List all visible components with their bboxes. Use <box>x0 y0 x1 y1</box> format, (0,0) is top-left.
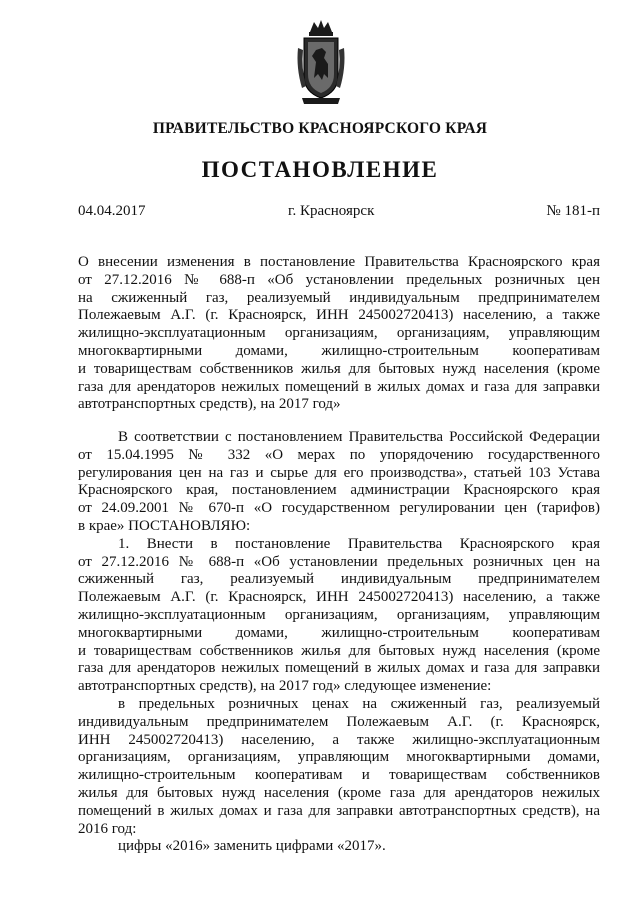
body-line: и товариществам собственников жилья для бытовых нужд населения (кроме <box>78 642 600 659</box>
body-line: 2016 год: <box>78 820 137 837</box>
body-line: регулирования цен на газ и сырье для его производства», статьей 103 Устава <box>78 464 600 481</box>
subject-line: О внесении изменения в постановление Правительства Красноярского края <box>78 254 600 270</box>
body-line: жилья для бытовых нужд населения (кроме газа для арендаторов нежилых <box>78 784 600 801</box>
organization-title: ПРАВИТЕЛЬСТВО КРАСНОЯРСКОГО КРАЯ <box>152 120 488 137</box>
subject-line: жилищно-эксплуатационным организациям, организациям, управляющим <box>78 325 600 342</box>
body-line: 1. Внести в постановление Правительства Красноярского края <box>118 535 600 552</box>
subject-line: многоквартирными домами, жилищно-строительным кооперативам <box>78 342 600 359</box>
document-meta-row <box>78 203 600 223</box>
body-line: автотранспортных средств), на 2017 год» следующее изменение: <box>78 678 492 695</box>
body-line: ИНН 245002720413) населению, а также жилищно-эксплуатационным <box>78 731 600 748</box>
subject-line: автотранспортных средств), на 2017 год» <box>78 396 341 413</box>
body-line: в предельных розничных ценах на сжиженный газ, реализуемый <box>118 695 600 712</box>
body-line: жилищно-строительным кооперативам и товариществам собственников <box>78 767 600 784</box>
body-line: многоквартирными домами, жилищно-строительным кооперативам <box>78 624 600 641</box>
document-city: г. Красноярск <box>288 203 375 219</box>
subject-line: газа для арендаторов нежилых помещений в жилых домах и газа для заправки <box>78 378 600 395</box>
body-line: от 15.04.1995 № 332 «О мерах по упорядочению государственного <box>78 446 600 463</box>
body-line: от 27.12.2016 № 688-п «Об установлении предельных розничных цен на <box>78 553 600 570</box>
body-line: цифры «2016» заменить цифрами «2017». <box>118 838 386 855</box>
subject-line: на сжиженный газ, реализуемый индивидуальным предпринимателем <box>78 289 600 306</box>
body-line: в крае» ПОСТАНОВЛЯЮ: <box>78 517 251 534</box>
body-line: Полежаевым А.Г. (г. Красноярск, ИНН 245002720413) населению, а также <box>78 589 600 606</box>
subject-line: и товариществам собственников жилья для бытовых нужд населения (кроме <box>78 360 600 377</box>
body-line: организациям, организациям, управляющим многоквартирными домами, <box>78 749 600 766</box>
body-line: от 24.09.2001 № 670-п «О государственном регулировании цен (тарифов) <box>78 500 600 517</box>
body-line: В соответствии с постановлением Правительства Российской Федерации <box>118 429 600 445</box>
subject-line: от 27.12.2016 № 688-п «Об установлении предельных розничных цен <box>78 271 600 288</box>
coat-of-arms-icon <box>294 18 348 108</box>
body-line: сжиженный газ, реализуемый индивидуальным предпринимателем <box>78 571 600 588</box>
body-line: Красноярского края, постановлением администрации Красноярского края <box>78 482 600 499</box>
body-line: жилищно-эксплуатационным организациям, организациям, управляющим <box>78 606 600 623</box>
document-type-title: ПОСТАНОВЛЕНИЕ <box>201 157 439 182</box>
document-number: № 181-п <box>546 203 600 219</box>
document-date: 04.04.2017 <box>78 203 146 219</box>
body-line: индивидуальным предпринимателем Полежаевым А.Г. (г. Красноярск, <box>78 713 600 730</box>
body-line: газа для арендаторов нежилых помещений в жилых домах и газа для заправки <box>78 660 600 677</box>
document-body <box>78 429 600 856</box>
subject-line: Полежаевым А.Г. (г. Красноярск, ИНН 245002720413) населению, а также <box>78 307 600 324</box>
document-subject <box>78 254 600 414</box>
body-line: помещений в жилых домах и газа для заправки автотранспортных средств), на <box>78 802 600 819</box>
